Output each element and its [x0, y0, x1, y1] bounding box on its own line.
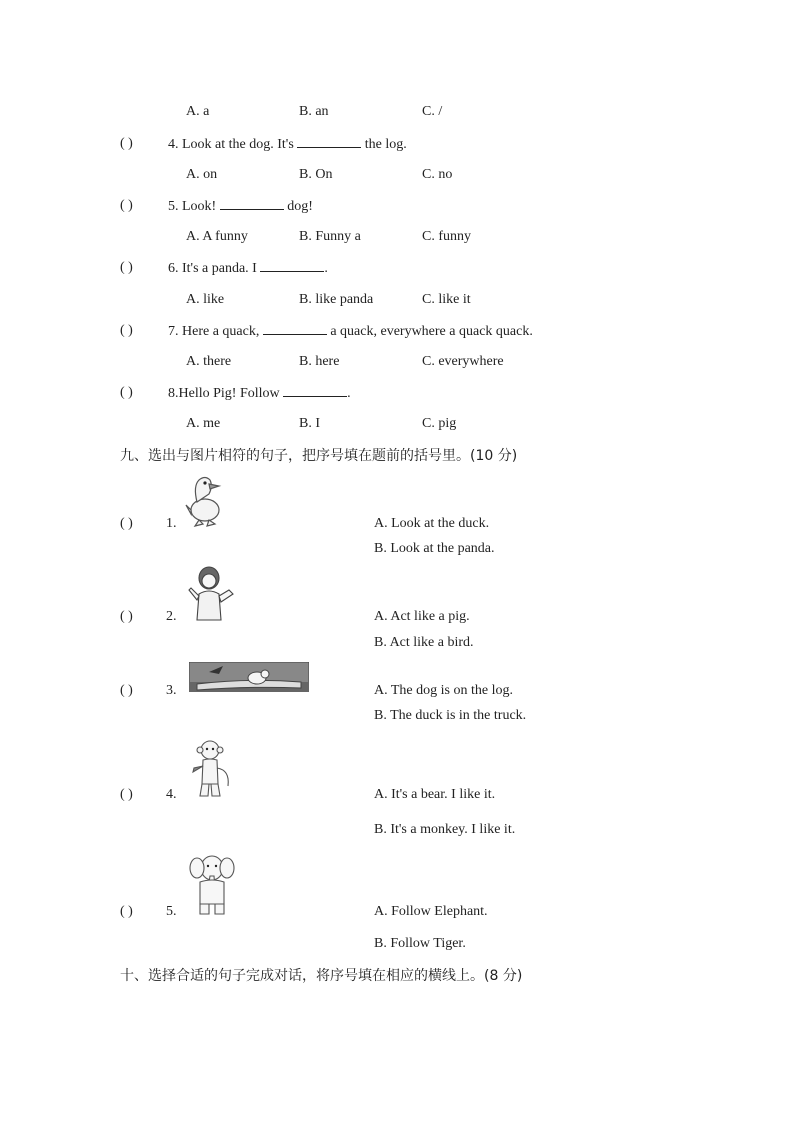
question-text: 5. Look! — [168, 199, 217, 214]
answer-blank — [283, 384, 347, 397]
option-b: B. here — [299, 354, 340, 369]
option-a: A. on — [186, 167, 218, 182]
question-7 — [168, 322, 533, 341]
question-text-end: the log. — [364, 137, 407, 152]
answer-bracket: ( ) — [120, 516, 133, 531]
choice-a: A. Look at the duck. — [374, 516, 490, 531]
answer-bracket: ( ) — [120, 385, 133, 400]
elephant-picture — [188, 852, 236, 916]
choice-a: A. The dog is on the log. — [374, 683, 513, 698]
monkey-picture — [190, 738, 234, 800]
choice-b: B. Follow Tiger. — [374, 936, 466, 951]
answer-blank — [263, 322, 327, 335]
answer-bracket: ( ) — [120, 136, 133, 151]
option-b: B. I — [299, 416, 320, 431]
choice-b: B. It's a monkey. I like it. — [374, 822, 516, 837]
option-a: A. there — [186, 354, 232, 369]
question-8 — [168, 384, 351, 403]
option-a: A. me — [186, 416, 221, 431]
answer-bracket: ( ) — [120, 683, 133, 698]
question-6 — [168, 259, 328, 278]
item-number: 5. — [166, 904, 177, 919]
answer-blank — [220, 197, 284, 210]
question-text: 6. It's a panda. I — [168, 261, 257, 276]
question-text: 8.Hello Pig! Follow — [168, 386, 280, 401]
option-c: C. pig — [422, 416, 457, 431]
choice-a: A. Follow Elephant. — [374, 904, 488, 919]
option-b: B. an — [299, 104, 329, 119]
choice-b: B. Look at the panda. — [374, 541, 495, 556]
option-c: C. like it — [422, 292, 471, 307]
choice-b: B. The duck is in the truck. — [374, 708, 527, 723]
item-number: 3. — [166, 683, 177, 698]
answer-blank — [260, 259, 324, 272]
dog-log-picture — [189, 662, 309, 692]
section-9-heading: 九、选出与图片相符的句子，把序号填在题前的括号里。(10 分) — [120, 448, 518, 464]
question-4 — [168, 135, 407, 154]
answer-blank — [297, 135, 361, 148]
choice-a: A. Act like a pig. — [374, 609, 470, 624]
choice-b: B. Act like a bird. — [374, 635, 474, 650]
item-number: 4. — [166, 787, 177, 802]
option-c: C. / — [422, 104, 443, 119]
question-text-end: . — [324, 261, 328, 276]
option-b: B. On — [299, 167, 333, 182]
item-number: 1. — [166, 516, 177, 531]
option-a: A. like — [186, 292, 225, 307]
question-text-end: . — [347, 386, 351, 401]
answer-bracket: ( ) — [120, 904, 133, 919]
answer-bracket: ( ) — [120, 198, 133, 213]
option-a: A. A funny — [186, 229, 248, 244]
question-text-end: dog! — [287, 199, 313, 214]
option-c: C. no — [422, 167, 453, 182]
option-b: B. like panda — [299, 292, 374, 307]
duck-picture — [185, 472, 225, 528]
answer-bracket: ( ) — [120, 260, 133, 275]
option-a: A. a — [186, 104, 210, 119]
item-number: 2. — [166, 609, 177, 624]
option-c: C. funny — [422, 229, 471, 244]
question-5 — [168, 197, 313, 216]
girl-picture — [187, 566, 239, 622]
question-text: 4. Look at the dog. It's — [168, 137, 294, 152]
question-text-end: a quack, everywhere a quack quack. — [330, 324, 533, 339]
section-10-heading: 十、选择合适的句子完成对话，将序号填在相应的横线上。(8 分) — [120, 968, 523, 984]
question-text: 7. Here a quack, — [168, 324, 260, 339]
option-c: C. everywhere — [422, 354, 504, 369]
answer-bracket: ( ) — [120, 323, 133, 338]
answer-bracket: ( ) — [120, 609, 133, 624]
answer-bracket: ( ) — [120, 787, 133, 802]
option-b: B. Funny a — [299, 229, 361, 244]
choice-a: A. It's a bear. I like it. — [374, 787, 496, 802]
